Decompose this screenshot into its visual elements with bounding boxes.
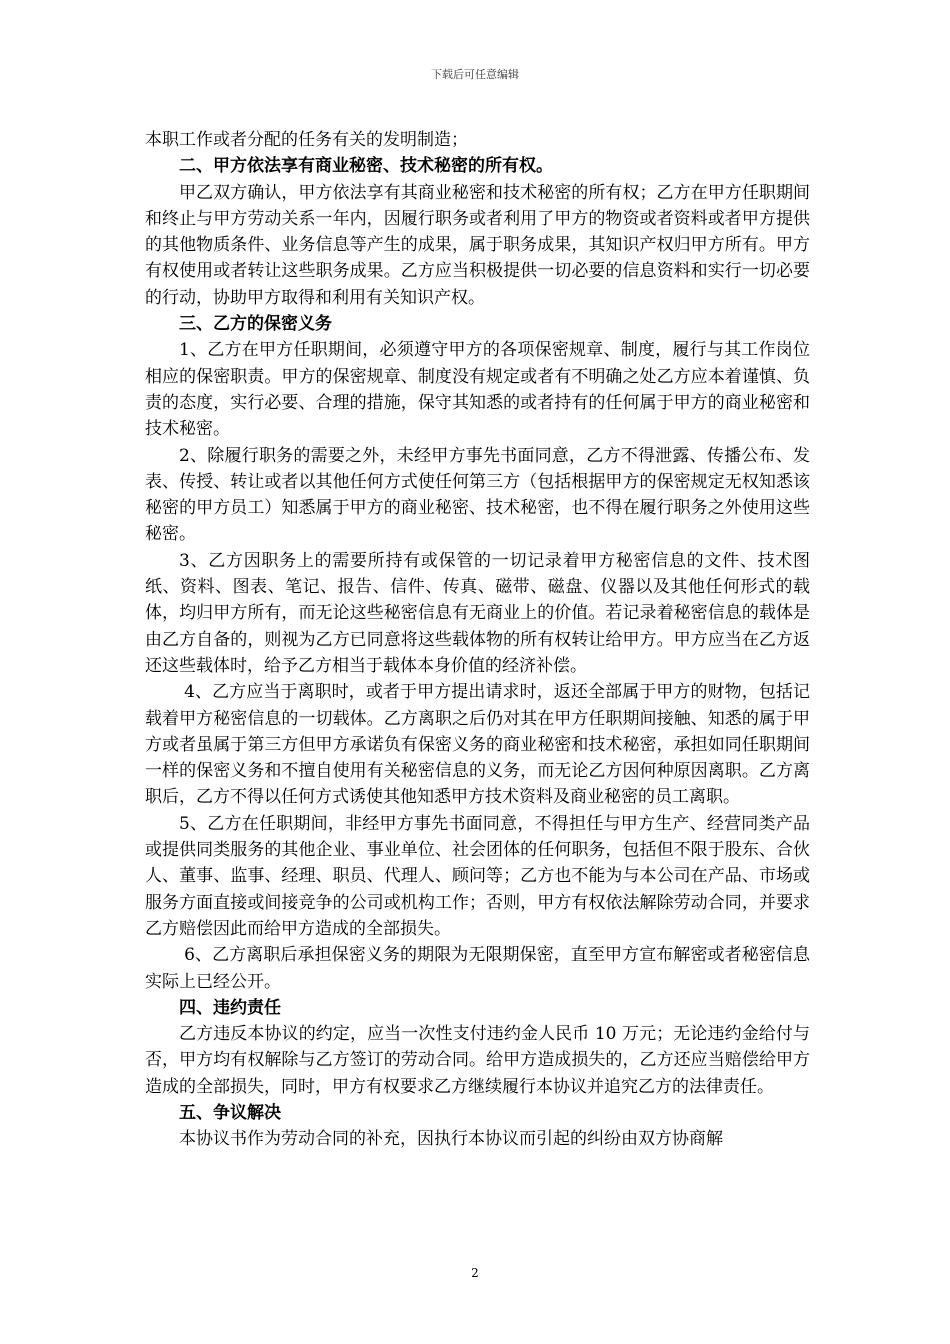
clause-2: 2、除履行职务的需要之外，未经甲方事先书面同意，乙方不得泄露、传播公布、发表、传授、转让或者以其他任何方式使任何第三方（包括根据甲方的保密规定无权知悉该秘密的甲方员工）知悉属于甲方的商业秘密、技术秘密，也不得在履行职务之外使用这些秘密。 — [145, 445, 810, 545]
section-heading-liability: 四、违约责任 — [179, 997, 281, 1018]
clause-5: 5、乙方在任职期间，非经甲方事先书面同意，不得担任与甲方生产、经营同类产品或提供同类服务的其他企业、事业单位、社会团体的任何职务，包括但不限于股东、合伙人、董事、监事、经理、职员、代理人、顾问等；乙方也不能为与本公司在产品、市场或服务方面直接或间接竞争的公司或机构工作；否则，甲方有权依法解除劳动合同，并要求乙方赔偿因此而给甲方造成的全部损失。 — [145, 813, 810, 939]
clause-1: 1、乙方在甲方任职期间，必须遵守甲方的各项保密规章、制度，履行与其工作岗位相应的保密职责。甲方的保密规章、制度没有规定或者有不明确之处乙方应本着谨慎、负责的态度，实行必要、合理的措施，保守其知悉的或者持有的任何属于甲方的商业秘密和技术秘密。 — [145, 340, 810, 440]
page-header: 下载后可任意编辑 — [431, 68, 519, 81]
section-heading-dispute: 五、争议解决 — [179, 1102, 281, 1123]
section-heading-ownership: 二、甲方依法享有商业秘密、技术秘密的所有权。 — [179, 156, 553, 177]
page-number: 2 — [471, 1266, 479, 1280]
clause-3: 3、乙方因职务上的需要所持有或保管的一切记录着甲方秘密信息的文件、技术图纸、资料、图表、笔记、报告、信件、传真、磁带、磁盘、仪器以及其他任何形式的载体，均归甲方所有，而无论这些秘密信息有无商业上的价值。若记录着秘密信息的载体是由乙方自备的，则视为乙方已同意将这些载体物的所有权转让给甲方。甲方应当在乙方返还这些载体时，给予乙方相当于载体本身价值的经济补偿。 — [145, 550, 810, 676]
paragraph-liability: 乙方违反本协议的约定，应当一次性支付违约金人民币 10 万元；无论违约金给付与否，甲方均有权解除与乙方签订的劳动合同。给甲方造成损失的，乙方还应当赔偿给甲方造成的全部损失，同时，甲方有权要求乙方继续履行本协议并追究乙方的法律责任。 — [145, 1024, 810, 1097]
document-body — [145, 127, 810, 1153]
clause-4: 4、乙方应当于离职时，或者于甲方提出请求时，返还全部属于甲方的财物，包括记载着甲方秘密信息的一切载体。乙方离职之后仍对其在甲方任职期间接触、知悉的属于甲方或者虽属于第三方但甲方承诺负有保密义务的商业秘密和技术秘密，承担如同任职期间一样的保密义务和不擅自使用有关秘密信息的义务，而无论乙方因何种原因离职。乙方离职后，乙方不得以任何方式诱使其他知悉甲方技术资料及商业秘密的员工离职。 — [145, 682, 810, 808]
clause-6: 6、乙方离职后承担保密义务的期限为无限期保密，直至甲方宣布解密或者秘密信息实际上已经公开。 — [145, 945, 810, 992]
paragraph-continued: 本职工作或者分配的任务有关的发明制造； — [145, 130, 468, 150]
section-heading-confidentiality: 三、乙方的保密义务 — [179, 314, 332, 335]
paragraph-dispute: 本协议书作为劳动合同的补充，因执行本协议而引起的纠纷由双方协商解 — [179, 1129, 723, 1150]
paragraph-ownership: 甲乙双方确认，甲方依法享有其商业秘密和技术秘密的所有权；乙方在甲方任职期间和终止与甲方劳动关系一年内，因履行职务或者利用了甲方的物资或者资料或者甲方提供的其他物质条件、业务信息等产生的成果，属于职务成果，其知识产权归甲方所有。甲方有权使用或者转让这些职务成果。乙方应当积极提供一切必要的信息资料和实行一切必要的行动，协助甲方取得和利用有关知识产权。 — [145, 182, 810, 308]
